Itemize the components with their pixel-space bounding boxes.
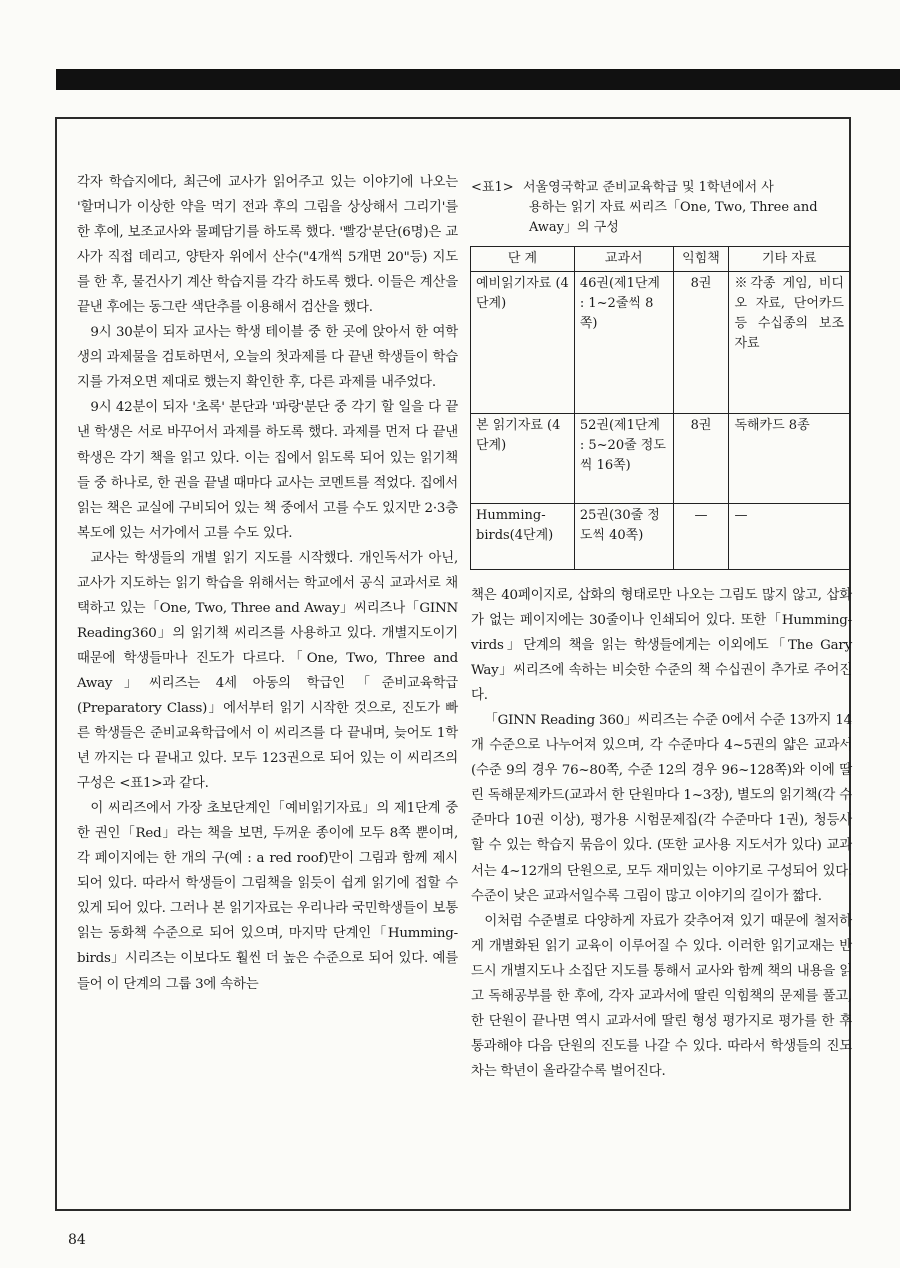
table-row	[471, 414, 850, 504]
left-paragraph-3: 9시 42분이 되자 '초록' 분단과 '파랑'분단 중 각기 할 일을 다 끝낸 학생은 서로 바꾸어서 과제를 하도록 했다. 과제를 먼저 다 끝낸 학생은 각기 책을 읽고 있다. 이는 집에서 읽도록 되어 있는 읽기책들 중 하나로, 한 권을 끝낼 때마다 교사는 코멘트를 적었다. 집에서 읽는 책은 교실에 구비되어 있는 책 중에서 고를 수도 있지만 2·3층 복도에 있는 서가에서 고를 수도 있다.	[77, 400, 458, 541]
left-paragraph-5: 이 씨리즈에서 가장 초보단계인「예비읽기자료」의 제1단계 중 한 권인「Red」라는 책을 보면, 두꺼운 종이에 모두 8쪽 뿐이며, 각 페이지에는 한 개의 구(예 : a red roof)만이 그림과 함께 제시되어 있다. 따라서 학생들이 그림책을 읽듯이 쉽게 읽기에 접할 수 있게 되어 있다. 그러나 본 읽기자료는 우리나라 국민학생들이 보통 읽는 동화책 수준으로 되어 있으며, 마지막 단계인「Humming-birds」시리즈는 이보다도 훨씬 더 높은 수준으로 되어 있다. 예를 들어 이 단계의 그룹 3에 속하는	[77, 801, 458, 992]
table-row	[471, 504, 850, 570]
table-cell: 25권(30줄 정도씩 40쪽)	[574, 504, 673, 570]
table-cell: —	[673, 504, 729, 570]
table-row	[471, 272, 850, 414]
left-paragraph-2: 9시 30분이 되자 교사는 학생 테이블 중 한 곳에 앉아서 한 여학생의 과제물을 검토하면서, 오늘의 첫과제를 다 끝낸 학생들이 학습지를 가져오면 제대로 했는지 확인한 후, 다른 과제를 내주었다.	[77, 325, 458, 391]
table-caption-line1: 서울영국학교 준비교육학급 및 1학년에서 사	[523, 180, 774, 195]
frame-top-line	[55, 117, 851, 119]
right-column	[471, 583, 852, 1084]
table-cell: 본 읽기자료 (4단계)	[471, 414, 575, 504]
frame-left-line	[55, 117, 57, 1210]
table-cell: Humming-birds(4단계)	[471, 504, 575, 570]
header-stage: 단 계	[471, 247, 575, 272]
header-textbook: 교과서	[574, 247, 673, 272]
header-workbook: 익힘책	[673, 247, 729, 272]
left-column	[77, 170, 458, 997]
left-paragraph-4: 교사는 학생들의 개별 읽기 지도를 시작했다. 개인독서가 아닌, 교사가 지도하는 읽기 학습을 위해서는 학교에서 공식 교과서로 채택하고 있는「One, Two, Three and Away」씨리즈나「GINN Reading360」의 읽기책 씨리즈를 사용하고 있다. 개별지도이기 때문에 학생들마나 진도가 다르다.「One, Two, Three and Away」씨리즈는 4세 아동의 학급인「준비교육학급(Preparatory Class)」에서부터 읽기 시작한 것으로, 진도가 빠른 학생들은 준비교육학급에서 이 씨리즈를 다 끝내며, 늦어도 1학년 까지는 다 끝내고 있다. 모두 123권으로 되어 있는 이 씨리즈의 구성은 <표1>과 같다.	[77, 550, 458, 792]
header-other-materials: 기타 자료	[729, 247, 850, 272]
table-caption	[471, 178, 849, 238]
table-cell: 8권	[673, 414, 729, 504]
table-cell: 예비읽기자료 (4단계)	[471, 272, 575, 414]
table-caption-line2: 용하는 읽기 자료 씨리즈「One, Two, Three and Away」의 구성	[529, 200, 818, 235]
table-cell: 독해카드 8종	[729, 414, 850, 504]
reading-series-table	[470, 246, 850, 570]
page-number: 84	[68, 1232, 86, 1248]
right-paragraph-2: 「GINN Reading 360」씨리즈는 수준 0에서 수준 13까지 14개 수준으로 나누어져 있으며, 각 수준마다 4~5권의 얇은 교과서(수준 9의 경우 76~80쪽, 수준 12의 경우 96~128쪽)와 이에 딸린 독해문제카드(교과서 한 단원마다 1~3장), 별도의 읽기책(각 수준마다 10권 이상), 평가용 시험문제집(각 수준마다 1권), 청등사 할 수 있는 학습지 묶음이 있다. (또한 교사용 지도서가 있다) 교과서는 4~12개의 단원으로, 모두 재미있는 이야기로 구성되어 있다. 수준이 낮은 교과서일수록 그림이 많고 이야기의 길이가 짧다.	[471, 713, 852, 904]
table-caption-label: <표1>	[471, 180, 514, 195]
table-cell: —	[729, 504, 850, 570]
right-paragraph-1: 책은 40페이지로, 삽화의 형태로만 나오는 그림도 많지 않고, 삽화가 없는 페이지에는 30줄이나 인쇄되어 있다. 또한「Humming-virds」단계의 책을 읽는 학생들에게는 이외에도「The Gary Way」씨리즈에 속하는 비슷한 수준의 책 수십권이 추가로 주어진다.	[471, 588, 852, 704]
table-cell: 52권(제1단계 : 5~20줄 정도씩 16쪽)	[574, 414, 673, 504]
left-paragraph-1: 각자 학습지에다, 최근에 교사가 읽어주고 있는 이야기에 나오는 '할머니가 이상한 약을 먹기 전과 후의 그림을 상상해서 그리기'를 한 후에, 보조교사와 물폐담기를 하도록 했다. '빨강'분단(6명)은 교사가 직접 데리고, 양탄자 위에서 산수("4개씩 5개면 20"등) 지도를 한 후, 물건사기 계산 학습지를 각각 하도록 했다. 이들은 계산을 끝낸 후에는 동그란 색단추를 이용해서 검산을 했다.	[77, 175, 458, 316]
table-header-row	[471, 247, 850, 272]
frame-bottom-line	[55, 1209, 851, 1211]
table-cell: 8권	[673, 272, 729, 414]
table-cell: 46권(제1단계 : 1~2줄씩 8쪽)	[574, 272, 673, 414]
right-paragraph-3: 이처럼 수준별로 다양하게 자료가 갖추어져 있기 때문에 철저하게 개별화된 읽기 교육이 이루어질 수 있다. 이러한 읽기교재는 반드시 개별지도나 소집단 지도를 통해서 교사와 함께 책의 내용을 읽고 독해공부를 한 후에, 각자 교과서에 딸린 익힘책의 문제를 풀고, 한 단원이 끝나면 역시 교과서에 딸린 형성 평가지로 평가를 한 후 통과해야 다음 단원의 진도를 나갈 수 있다. 따라서 학생들의 진도차는 학년이 올라갈수록 벌어진다.	[471, 913, 852, 1079]
table-cell: ※각종 게임, 비디오 자료, 단어카드 등 수십종의 보조 자료	[729, 272, 850, 414]
header-bar	[56, 69, 900, 90]
